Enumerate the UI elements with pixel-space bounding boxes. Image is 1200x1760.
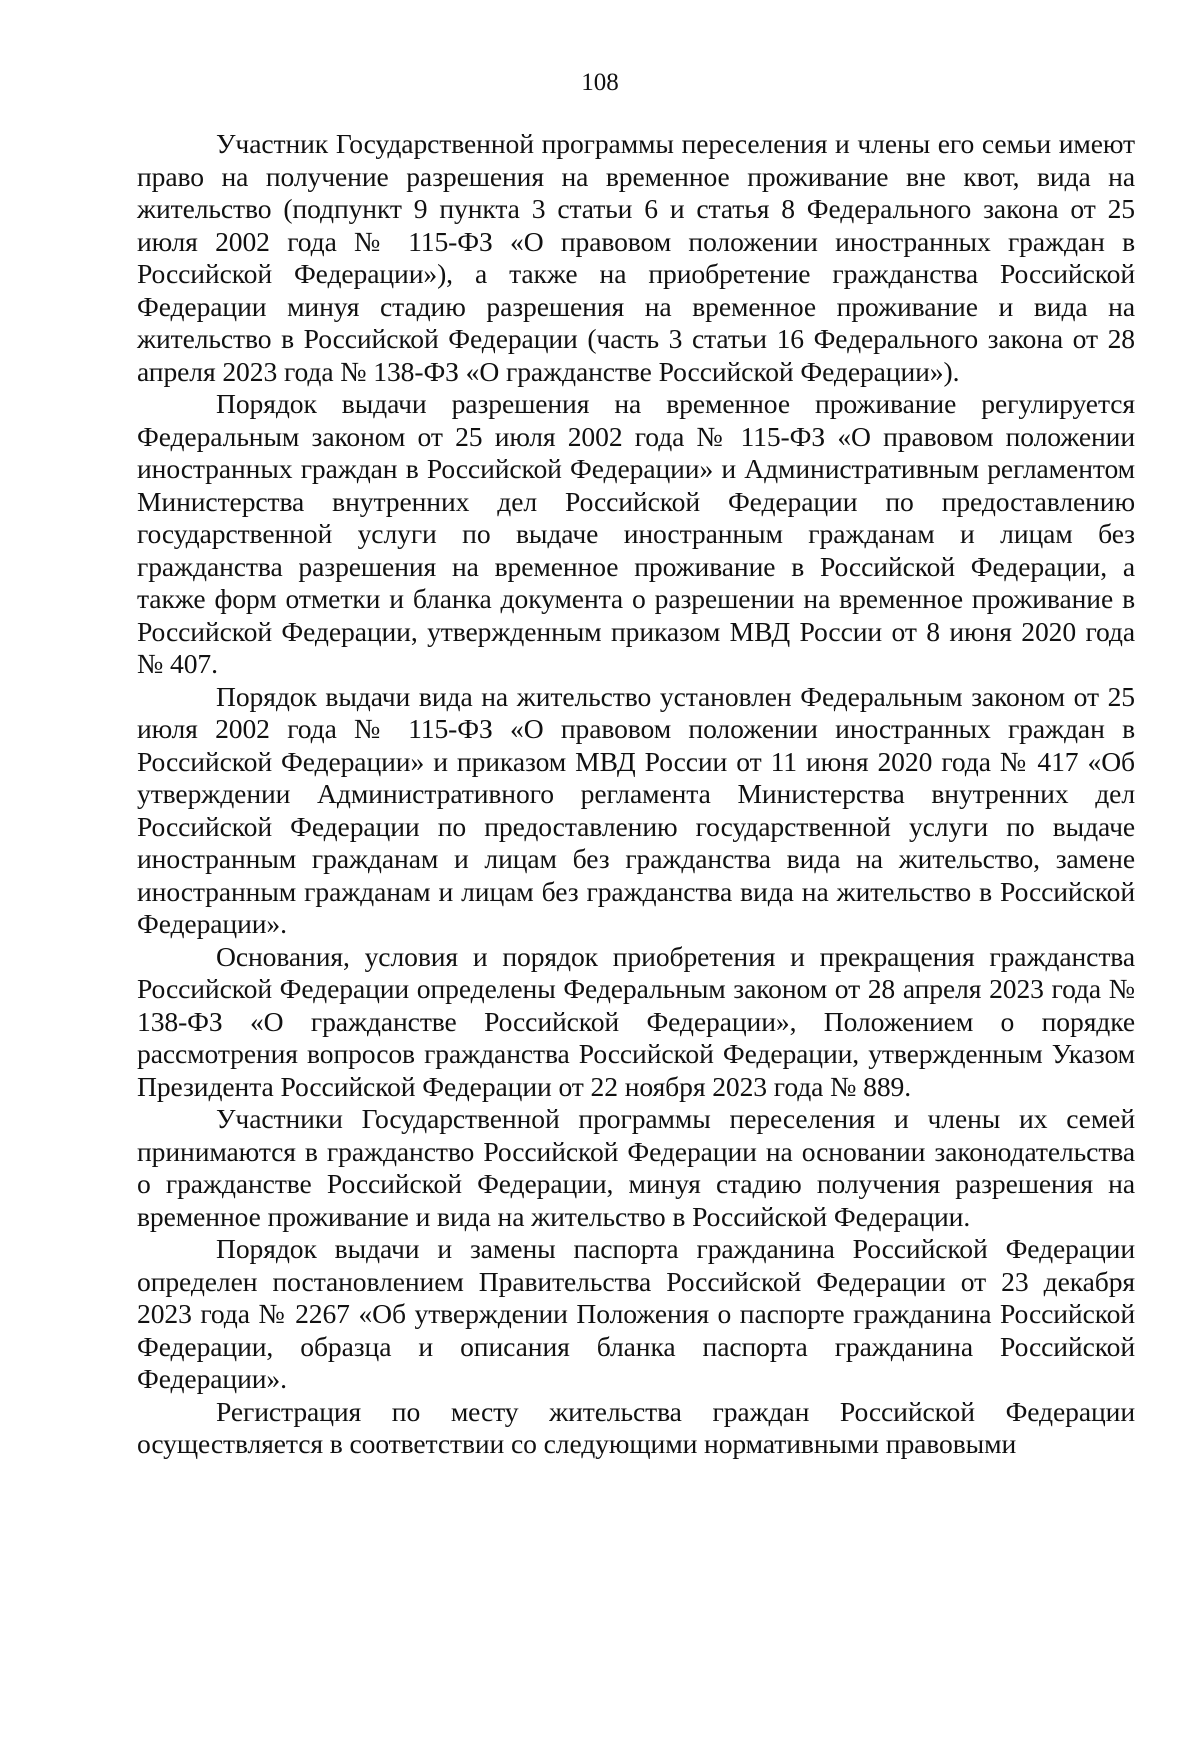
paragraph: Участники Государственной программы переселения и члены их семей принимаются в гражданство Российской Федерации на основании законодательства о гражданстве Российской Федерации, минуя стадию получения разрешения на временное проживание и вида на жительство в Российской Федерации.	[137, 1103, 1135, 1232]
paragraph: Порядок выдачи и замены паспорта гражданина Российской Федерации определен постановлением Правительства Российской Федерации от 23 декабря 2023 года № 2267 «Об утверждении Положения о паспорте гражданина Российской Федерации, образца и описания бланка паспорта гражданина Российской Федерации».	[137, 1233, 1135, 1394]
paragraph: Порядок выдачи разрешения на временное проживание регулируется Федеральным законом от 25 июля 2002 года № 115-ФЗ «О правовом положении иностранных граждан в Российской Федерации» и Административным регламентом Министерства внутренних дел Российской Федерации по предоставлению государственной услуги по выдаче иностранным гражданам и лицам без гражданства разрешения на временное проживание в Российской Федерации, а также форм отметки и бланка документа о разрешении на временное проживание в Российской Федерации, утвержденным приказом МВД России от 8 июня 2020 года № 407.	[137, 388, 1135, 679]
paragraph: Участник Государственной программы переселения и члены его семьи имеют право на получение разрешения на временное проживание вне квот, вида на жительство (подпункт 9 пункта 3 статьи 6 и статья 8 Федерального закона от 25 июля 2002 года № 115-ФЗ «О правовом положении иностранных граждан в Российской Федерации»), а также на приобретение гражданства Российской Федерации минуя стадию разрешения на временное проживание и вида на жительство в Российской Федерации (часть 3 статьи 16 Федерального закона от 28 апреля 2023 года № 138-ФЗ «О гражданстве Российской Федерации»).	[137, 128, 1135, 387]
paragraph: Регистрация по месту жительства граждан Российской Федерации осуществляется в соответствии со следующими нормативными правовыми	[137, 1395, 1135, 1459]
body-text	[137, 128, 1135, 1461]
paragraph: Порядок выдачи вида на жительство установлен Федеральным законом от 25 июля 2002 года № 115-ФЗ «О правовом положении иностранных граждан в Российской Федерации» и приказом МВД России от 11 июня 2020 года № 417 «Об утверждении Административного регламента Министерства внутренних дел Российской Федерации по предоставлению государственной услуги по выдаче иностранным гражданам и лицам без гражданства вида на жительство, замене иностранным гражданам и лицам без гражданства вида на жительство в Российской Федерации».	[137, 680, 1135, 939]
page-number: 108	[581, 69, 619, 96]
paragraph: Основания, условия и порядок приобретения и прекращения гражданства Российской Федерации определены Федеральным законом от 28 апреля 2023 года № 138-ФЗ «О гражданстве Российской Федерации», Положением о порядке рассмотрения вопросов гражданства Российской Федерации, утвержденным Указом Президента Российской Федерации от 22 ноября 2023 года № 889.	[137, 940, 1135, 1102]
